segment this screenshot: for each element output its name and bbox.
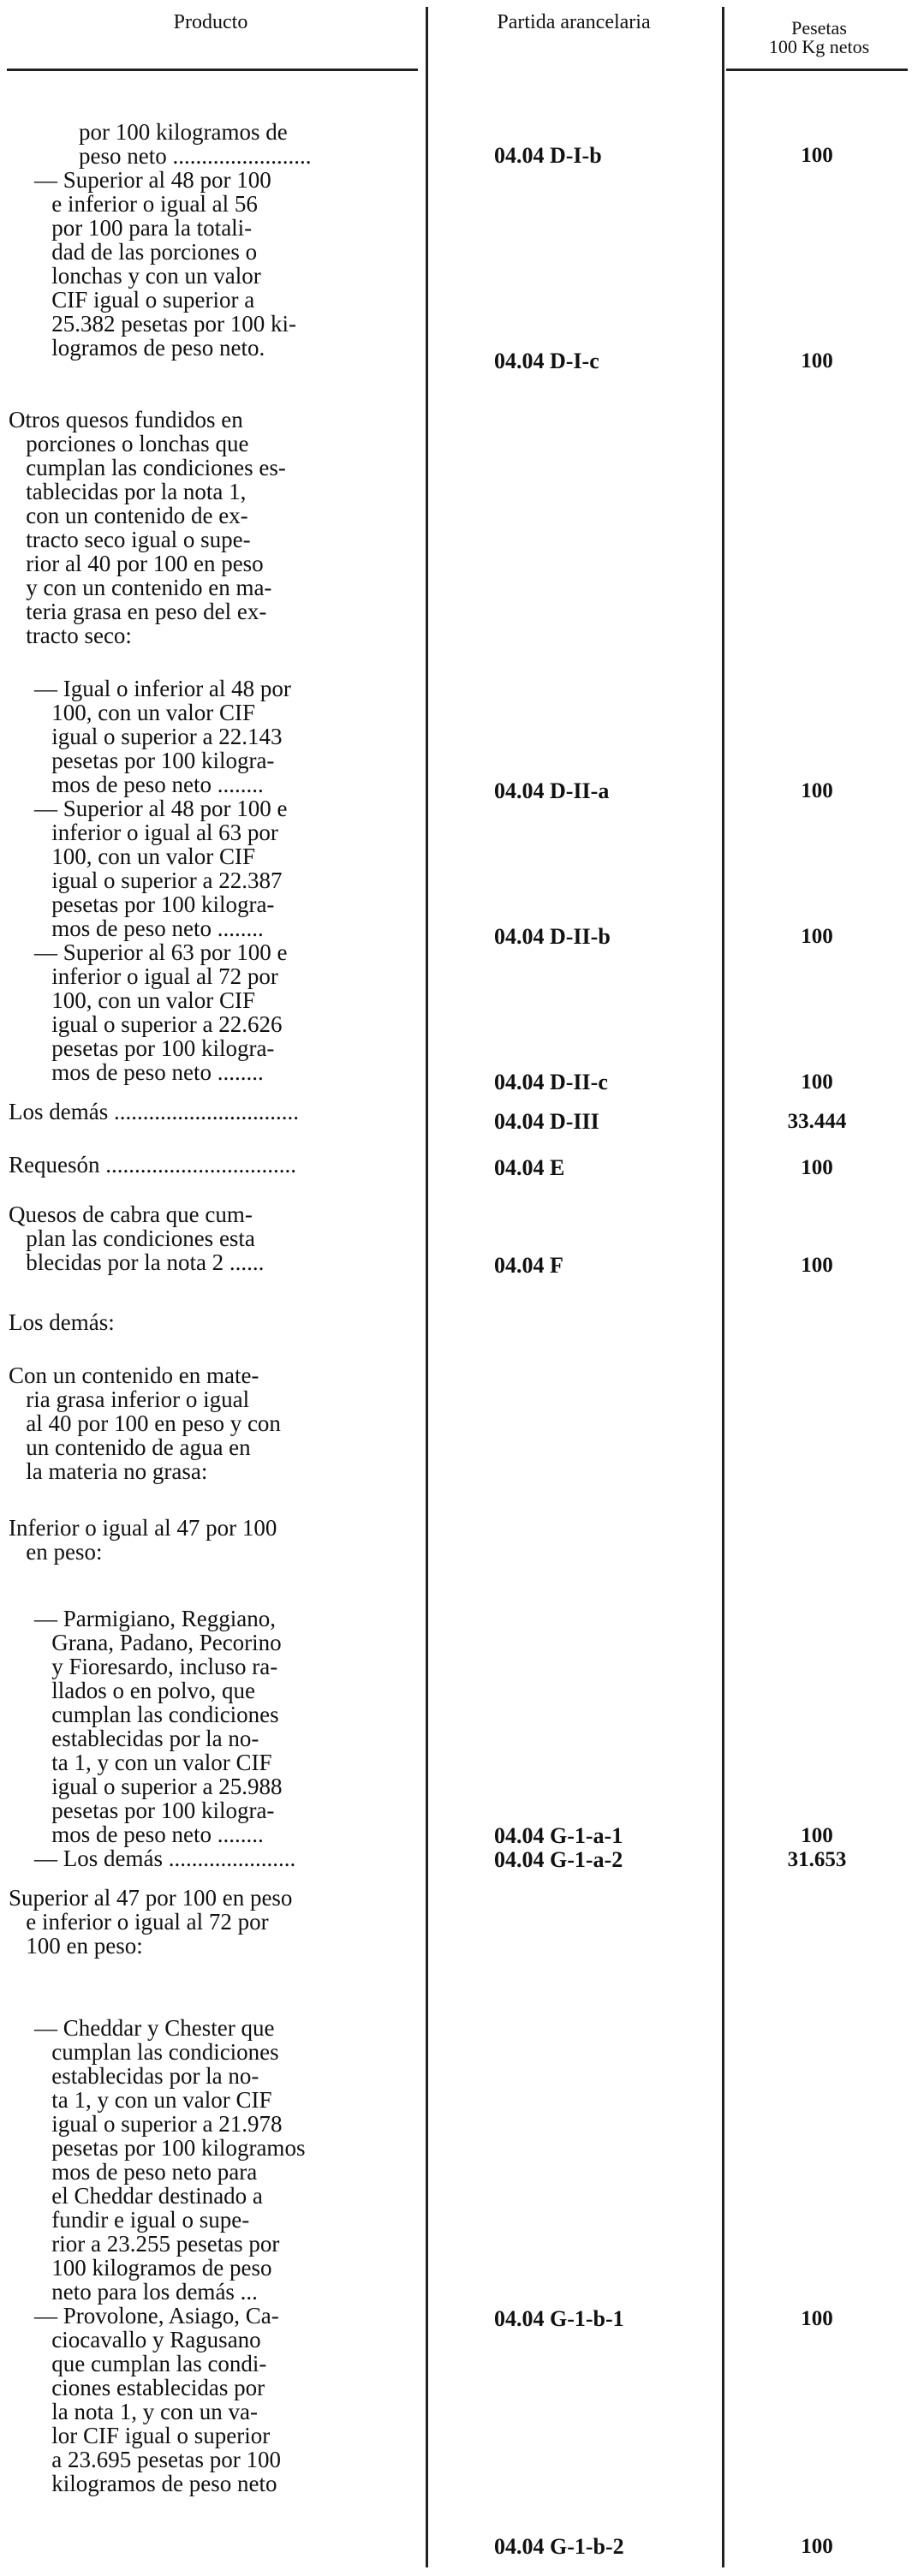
- description-line: cumplan las condiciones es-: [9, 455, 286, 480]
- description-line: 100 en peso:: [9, 1933, 143, 1959]
- description-line: peso neto ........................: [79, 143, 312, 169]
- product-description: [9, 1202, 418, 1274]
- pesetas-value: 100: [801, 925, 833, 948]
- pesetas-value: 100: [801, 1254, 833, 1277]
- product-description: [34, 796, 444, 940]
- description-line: igual o superior a 21.978: [34, 2111, 283, 2137]
- product-description: [9, 408, 418, 647]
- description-line: logramos de peso neto.: [34, 335, 265, 361]
- product-description: [9, 1100, 418, 1124]
- description-line: que cumplan las condi-: [34, 2351, 267, 2376]
- pesetas-value: 100: [801, 144, 833, 167]
- pesetas-value: 100: [801, 1156, 833, 1179]
- pesetas-value: 100: [801, 2307, 833, 2330]
- description-line: ciocavallo y Ragusano: [34, 2327, 261, 2352]
- description-line: — Superior al 48 por 100: [34, 167, 271, 193]
- description-line: establecidas por la no-: [34, 1726, 259, 1751]
- pesetas-value: 100: [801, 779, 833, 802]
- description-line: pesetas por 100 kilogra-: [34, 891, 275, 917]
- header-pesetas-line2: 100 Kg netos: [768, 36, 870, 57]
- description-line: pesetas por 100 kilogra-: [34, 1798, 275, 1823]
- description-line: inferior o igual al 63 por: [34, 820, 278, 845]
- description-line: — Igual o inferior al 48 por: [34, 676, 291, 701]
- description-line: 100, con un valor CIF: [34, 700, 255, 725]
- description-line: Inferior o igual al 47 por 100: [9, 1515, 277, 1541]
- description-line: porciones o lonchas que: [9, 431, 249, 456]
- description-line: al 40 por 100 en peso y con: [9, 1410, 281, 1436]
- description-line: — Provolone, Asiago, Ca-: [34, 2303, 279, 2329]
- description-line: rior a 23.255 pesetas por: [34, 2231, 280, 2257]
- description-line: y Fioresardo, incluso ra-: [34, 1654, 278, 1679]
- description-line: — Superior al 63 por 100 e: [34, 939, 288, 965]
- description-line: ta 1, y con un valor CIF: [34, 2087, 272, 2113]
- partida-code: 04.04 F: [494, 1253, 563, 1278]
- description-line: CIF igual o superior a: [34, 287, 255, 313]
- description-line: e inferior o igual al 56: [34, 191, 258, 217]
- description-line: cumplan las condiciones: [34, 1702, 279, 1727]
- description-line: igual o superior a 22.387: [34, 868, 283, 893]
- description-line: ta 1, y con un valor CIF: [34, 1750, 272, 1775]
- description-line: fundir e igual o supe-: [34, 2207, 250, 2233]
- partida-code: 04.04 D-I-b: [494, 143, 602, 168]
- partida-code: 04.04 G-1-a-1: [494, 1823, 623, 1848]
- description-line: plan las condiciones esta: [9, 1225, 255, 1251]
- description-line: Quesos de cabra que cum-: [9, 1202, 253, 1227]
- description-line: 100 kilogramos de peso: [34, 2255, 272, 2281]
- description-line: mos de peso neto ........: [34, 1822, 264, 1847]
- description-line: — Cheddar y Chester que: [34, 2015, 275, 2041]
- description-line: — Los demás ......................: [34, 1846, 296, 1871]
- product-description: [9, 1886, 418, 1958]
- partida-code: 04.04 D-II-a: [494, 778, 610, 803]
- description-line: y con un contenido en ma-: [9, 575, 272, 600]
- pesetas-value: 100: [801, 349, 833, 373]
- description-line: Con un contenido en mate-: [9, 1363, 259, 1388]
- description-line: Otros quesos fundidos en: [9, 407, 243, 432]
- description-line: Los demás ................................: [9, 1099, 299, 1124]
- description-line: mos de peso neto para: [34, 2159, 258, 2185]
- column-divider-2: [722, 7, 724, 2567]
- description-line: inferior o igual al 72 por: [34, 963, 278, 989]
- description-line: la nota 1, y con un va-: [34, 2399, 258, 2424]
- partida-code: 04.04 E: [494, 1155, 565, 1180]
- header-pesetas: [726, 19, 912, 57]
- description-line: pesetas por 100 kilogramos: [34, 2135, 306, 2161]
- description-line: kilogramos de peso neto: [34, 2471, 277, 2496]
- description-line: neto para los demás ...: [34, 2279, 258, 2305]
- description-line: igual o superior a 22.626: [34, 1011, 283, 1037]
- description-line: mos de peso neto ........: [34, 915, 264, 941]
- description-line: e inferior o igual al 72 por: [9, 1909, 269, 1935]
- product-description: [9, 1310, 418, 1334]
- pesetas-value: 100: [801, 1824, 833, 1847]
- description-line: cumplan las condiciones: [34, 2039, 279, 2065]
- description-line: 100, con un valor CIF: [34, 987, 255, 1013]
- description-line: mos de peso neto ........: [34, 1059, 264, 1085]
- partida-code: 04.04 G-1-a-2: [494, 1847, 623, 1872]
- pesetas-value: 100: [801, 1070, 833, 1094]
- description-line: Los demás:: [9, 1309, 115, 1335]
- partida-code: 04.04 D-I-c: [494, 349, 599, 373]
- partida-code: 04.04 G-1-b-2: [494, 2534, 624, 2559]
- description-line: Grana, Padano, Pecorino: [34, 1630, 282, 1655]
- description-line: el Cheddar destinado a: [34, 2183, 263, 2209]
- description-line: — Parmigiano, Reggiano,: [34, 1606, 276, 1631]
- product-description: [9, 1516, 418, 1564]
- description-line: igual o superior a 22.143: [34, 724, 283, 749]
- pesetas-value: 31.653: [787, 1848, 847, 1871]
- description-line: lonchas y con un valor: [34, 263, 261, 289]
- description-line: tracto seco:: [9, 623, 132, 648]
- description-line: teria grasa en peso del ex-: [9, 599, 267, 624]
- description-line: llados o en polvo, que: [34, 1678, 255, 1703]
- description-line: en peso:: [9, 1539, 103, 1565]
- product-description: [9, 1153, 418, 1177]
- partida-code: 04.04 D-III: [494, 1109, 599, 1134]
- product-description: [34, 1607, 444, 1870]
- description-line: — Superior al 48 por 100 e: [34, 796, 288, 821]
- description-line: Requesón .................................: [9, 1152, 296, 1178]
- description-line: ria grasa inferior o igual: [9, 1386, 250, 1412]
- description-line: por 100 para la totali-: [34, 215, 253, 241]
- description-line: tablecidas por la nota 1,: [9, 479, 247, 504]
- header-rule-right: [726, 69, 908, 71]
- description-line: por 100 kilogramos de: [79, 119, 288, 145]
- product-description: [79, 120, 488, 168]
- description-line: tracto seco igual o supe-: [9, 527, 251, 552]
- description-line: mos de peso neto ........: [34, 772, 264, 797]
- pesetas-value: 100: [801, 2535, 833, 2558]
- product-description: [34, 677, 444, 796]
- header-pesetas-line1: Pesetas: [791, 17, 847, 39]
- description-line: la materia no grasa:: [9, 1458, 208, 1484]
- description-line: rior al 40 por 100 en peso: [9, 551, 264, 576]
- partida-code: 04.04 D-II-b: [494, 924, 611, 949]
- header-partida: Partida arancelaria: [497, 11, 651, 33]
- description-line: a 23.695 pesetas por 100: [34, 2447, 281, 2472]
- product-description: [9, 1363, 418, 1483]
- description-line: Superior al 47 por 100 en peso: [9, 1885, 293, 1911]
- description-line: 25.382 pesetas por 100 ki-: [34, 311, 296, 337]
- description-line: 100, con un valor CIF: [34, 844, 255, 869]
- partida-code: 04.04 G-1-b-1: [494, 2306, 624, 2331]
- product-description: [34, 2016, 444, 2496]
- description-line: pesetas por 100 kilogra-: [34, 1035, 275, 1061]
- description-line: dad de las porciones o: [34, 239, 258, 265]
- pesetas-value: 33.444: [787, 1110, 847, 1133]
- description-line: un contenido de agua en: [9, 1434, 251, 1460]
- description-line: pesetas por 100 kilogra-: [34, 748, 275, 773]
- description-line: lor CIF igual o superior: [34, 2423, 271, 2448]
- product-description: [34, 168, 444, 360]
- product-description: [34, 940, 444, 1084]
- description-line: blecidas por la nota 2 ......: [9, 1249, 265, 1275]
- description-line: igual o superior a 25.988: [34, 1774, 283, 1799]
- description-line: establecidas por la no-: [34, 2063, 259, 2089]
- description-line: con un contenido de ex-: [9, 503, 248, 528]
- header-rule: [7, 69, 418, 71]
- header-producto: Producto: [173, 11, 248, 33]
- description-line: ciones establecidas por: [34, 2375, 265, 2400]
- partida-code: 04.04 D-II-c: [494, 1070, 608, 1094]
